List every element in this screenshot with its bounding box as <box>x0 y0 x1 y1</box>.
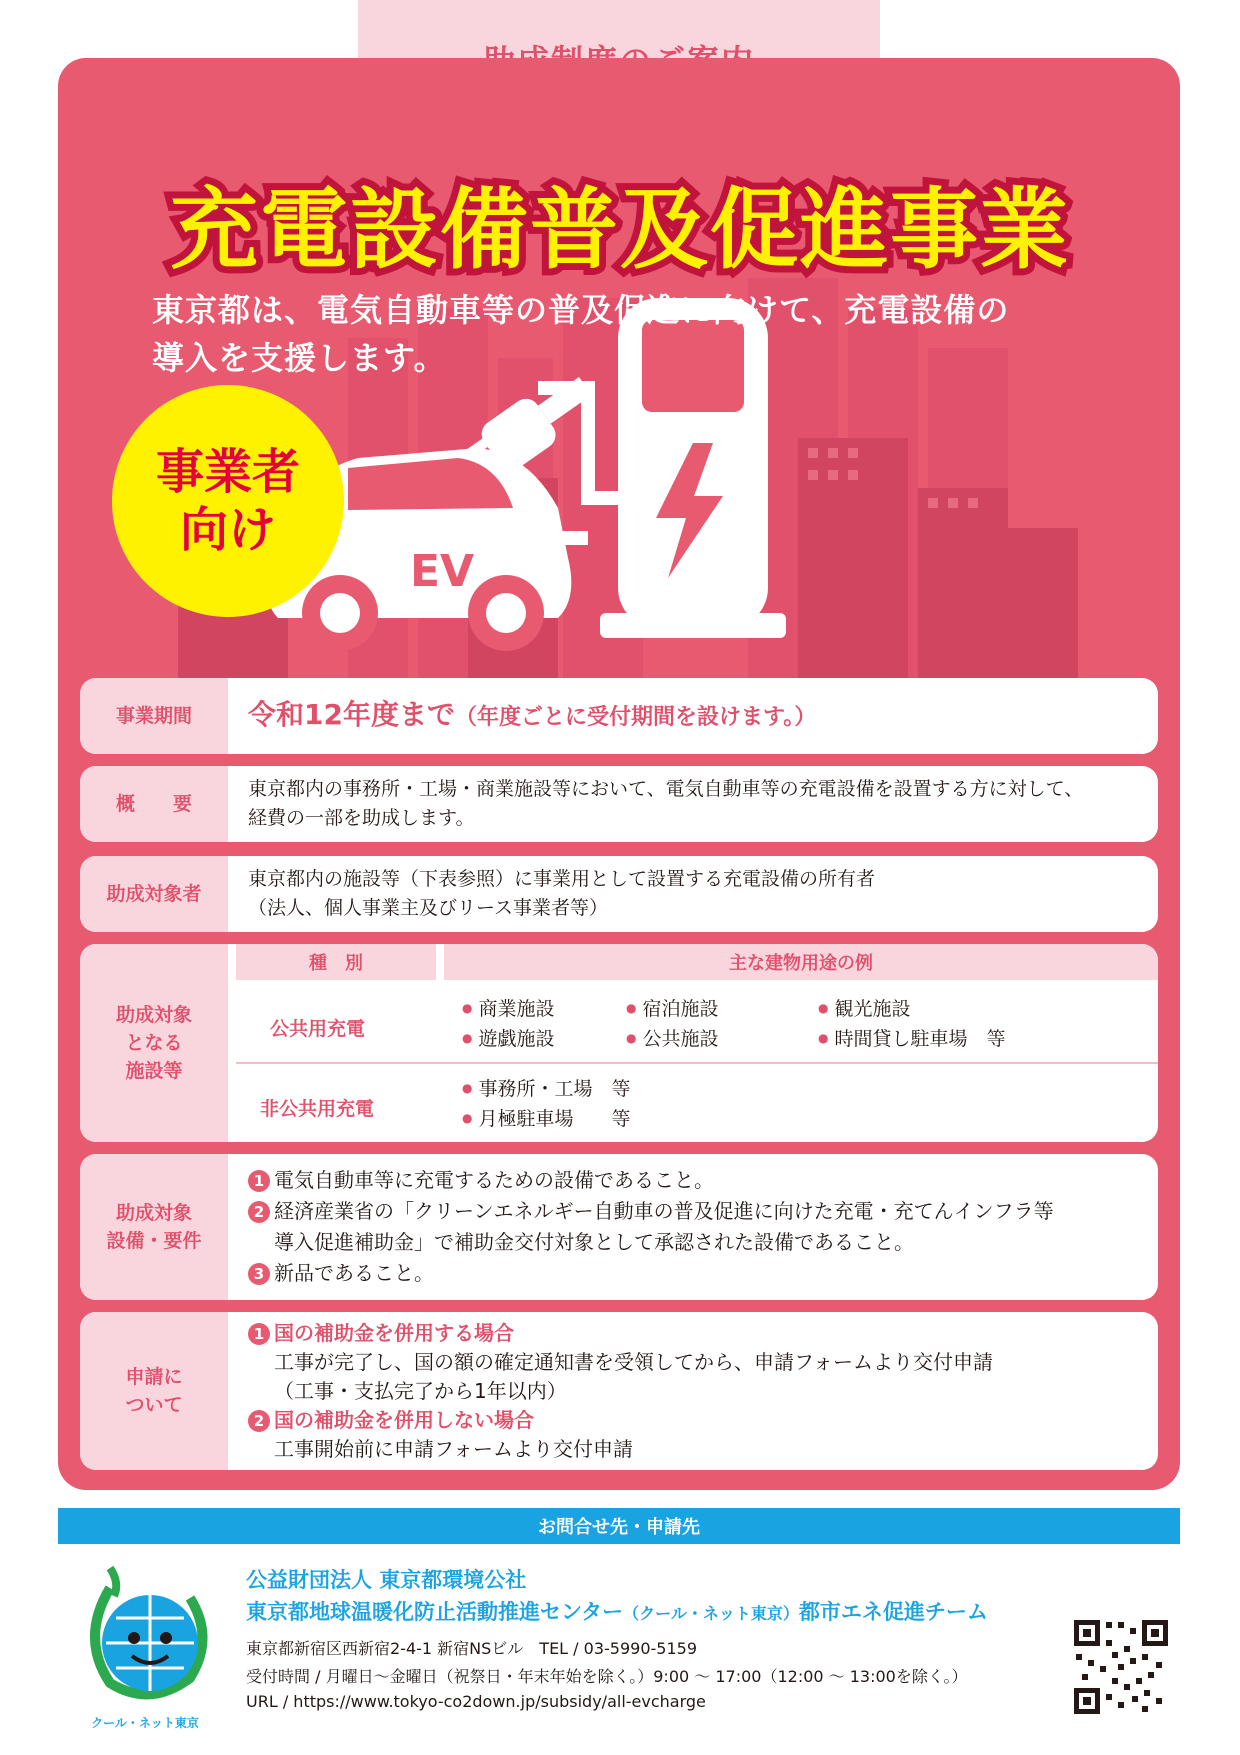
qr-code-icon[interactable] <box>1072 1618 1170 1716</box>
column-header-type: 種 別 <box>236 944 436 980</box>
row-requirements: 助成対象 設備・要件 1 電気自動車等に充電するための設備であること。 2 経済産業省の「クリーンエネルギー自動車の普及促進に向けた充電・充てんインフラ等 導入促進補助金」で補助金交付対象として承認された設備であること。 3 新品であること。 <box>80 1154 1158 1300</box>
period-main: 令和12年度まで <box>248 698 455 731</box>
list-item: ● 月極駐車場 等 <box>462 1104 631 1131</box>
row-label: 助成対象 設備・要件 <box>80 1154 228 1300</box>
row-label: 助成対象 となる 施設等 <box>80 944 228 1142</box>
url-link[interactable]: URL / https://www.tokyo-co2down.jp/subsidy/all-evcharge <box>246 1692 706 1711</box>
audience-badge: 事業者 向け <box>112 385 344 617</box>
requirement-3: 3 新品であること。 <box>248 1258 1134 1289</box>
list-item: ● 遊戯施設 <box>462 1024 555 1051</box>
page-title: 充電設備普及促進事業 <box>169 178 1070 281</box>
list-item: ● 事務所・工場 等 <box>462 1074 631 1101</box>
row-target: 助成対象者 東京都内の施設等（下表参照）に事業用として設置する充電設備の所有者 （法人、個人事業主及びリース事業者等） <box>80 856 1158 932</box>
list-item: ● 公共施設 <box>626 1024 719 1051</box>
row-label: 申請に ついて <box>80 1312 228 1470</box>
row-overview: 概 要 東京都内の事務所・工場・商業施設等において、電気自動車等の充電設備を設置する方に対して、 経費の一部を助成します。 <box>80 766 1158 842</box>
case-2-heading: 2 国の補助金を併用しない場合 <box>248 1406 1134 1435</box>
logo-icon <box>70 1558 220 1708</box>
column-header-use: 主な建物用途の例 <box>444 944 1158 980</box>
hours: 受付時間 / 月曜日～金曜日（祝祭日・年末年始を除く。）9:00 ～ 17:00（12:00 ～ 13:00を除く。） <box>246 1667 968 1686</box>
list-item: ● 宿泊施設 <box>626 994 719 1021</box>
row-label: 事業期間 <box>80 678 228 754</box>
list-item: ● 観光施設 <box>818 994 911 1021</box>
divider <box>236 1062 1158 1064</box>
org-name: 公益財団法人 東京都環境公社 <box>246 1568 527 1592</box>
lead-text: 東京都は、電気自動車等の普及促進に向けて、充電設備の 導入を支援します。 <box>152 291 1010 377</box>
center-name: 東京都地球温暖化防止活動推進センター（クール・ネット東京）都市エネ促進チーム <box>246 1600 988 1624</box>
requirement-1: 1 電気自動車等に充電するための設備であること。 <box>248 1165 1134 1196</box>
row-label: 概 要 <box>80 766 228 842</box>
period-note: （年度ごとに受付期間を設けます。） <box>454 705 817 730</box>
address: 東京都新宿区西新宿2-4-1 新宿NSビル TEL / 03-5990-5159 <box>246 1639 698 1658</box>
list-item: ● 時間貸し駐車場 等 <box>818 1024 1006 1051</box>
logo-text: クール・ネット東京 <box>91 1716 199 1730</box>
row-label: 助成対象者 <box>80 856 228 932</box>
row-period <box>80 678 1158 754</box>
category-public: 公共用充電 <box>270 1018 366 1040</box>
row-application: 申請に ついて 1 国の補助金を併用する場合 工事が完了し、国の額の確定通知書を受領してから、申請フォームより交付申請 （工事・支払完了から1年以内） 2 国の補助金を併用しない場合 工事開始前に申請フォームより交付申請 <box>80 1312 1158 1470</box>
car-label: EV <box>410 546 475 597</box>
case-1-heading: 1 国の補助金を併用する場合 <box>248 1319 1134 1348</box>
list-item: ● 商業施設 <box>462 994 555 1021</box>
requirement-2: 2 経済産業省の「クリーンエネルギー自動車の普及促進に向けた充電・充てんインフラ等 <box>248 1196 1134 1227</box>
contact-bar: お問合せ先・申請先 <box>58 1508 1180 1544</box>
category-nonpublic: 非公共用充電 <box>260 1098 375 1120</box>
row-facilities <box>80 944 1158 1142</box>
